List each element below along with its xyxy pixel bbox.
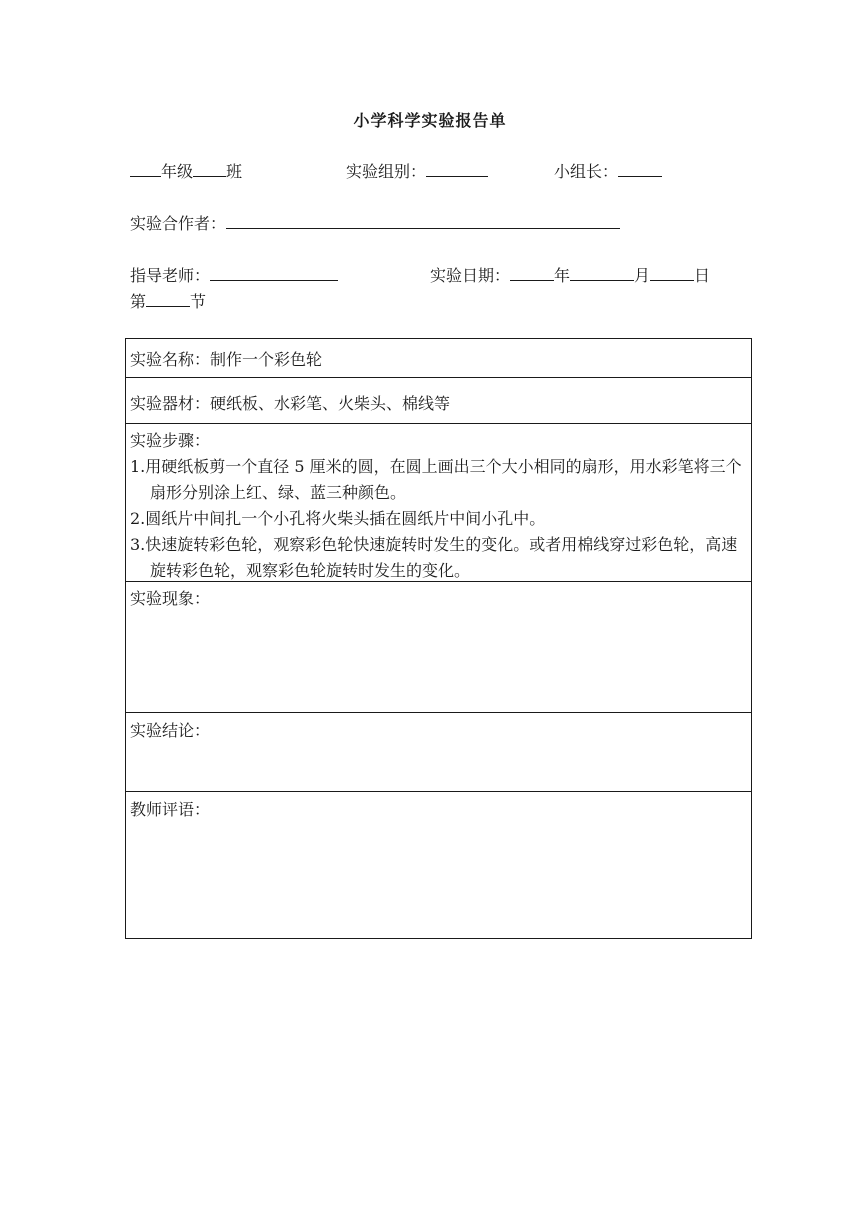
group-blank[interactable] <box>426 160 488 177</box>
steps-label: 实验步骤： <box>130 431 211 450</box>
equipment-row: 实验器材：硬纸板、水彩笔、火柴头、棉线等 <box>126 378 751 424</box>
grade-blank[interactable] <box>130 160 161 177</box>
year-blank[interactable] <box>510 264 554 281</box>
date-label: 实验日期： <box>430 266 511 285</box>
leader-blank[interactable] <box>618 160 662 177</box>
group-label: 实验组别： <box>346 162 427 181</box>
date-line <box>430 264 710 287</box>
teacher-line <box>130 264 338 287</box>
partners-line <box>130 212 620 235</box>
period-line <box>130 290 206 313</box>
phenomenon-label: 实验现象： <box>130 589 211 608</box>
step-item: 1.用硬纸板剪一个直径 5 厘米的圆，在圆上画出三个大小相同的扇形，用水彩笔将三个扇形分别涂上红、绿、蓝三种颜色。 <box>130 457 742 502</box>
grade-label: 年级 <box>161 162 194 181</box>
partners-label: 实验合作者： <box>130 214 227 233</box>
period-suffix: 节 <box>190 292 207 311</box>
step-item: 3.快速旋转彩色轮，观察彩色轮快速旋转时发生的变化。或者用棉线穿过彩色轮，高速旋转彩色轮，观察彩色轮旋转时发生的变化。 <box>130 535 738 580</box>
conclusion-row[interactable] <box>126 713 751 792</box>
month-label: 月 <box>634 266 651 285</box>
day-blank[interactable] <box>650 264 694 281</box>
class-blank[interactable] <box>193 160 226 177</box>
group-line <box>346 160 488 183</box>
phenomenon-row[interactable] <box>126 582 751 713</box>
day-label: 日 <box>694 266 711 285</box>
month-blank[interactable] <box>570 264 634 281</box>
steps-row <box>126 424 751 582</box>
report-table <box>125 338 752 939</box>
conclusion-label: 实验结论： <box>130 721 211 740</box>
period-prefix: 第 <box>130 292 147 311</box>
class-label: 班 <box>226 162 243 181</box>
period-blank[interactable] <box>146 290 190 307</box>
leader-label: 小组长： <box>554 162 619 181</box>
experiment-name-row: 实验名称：制作一个彩色轮 <box>126 339 751 378</box>
grade-class-line <box>130 160 242 183</box>
step-item: 2.圆纸片中间扎一个小孔将火柴头插在圆纸片中间小孔中。 <box>130 509 546 528</box>
teacher-label: 指导老师： <box>130 266 211 285</box>
partners-blank[interactable] <box>226 212 620 229</box>
teacher-comment-row[interactable] <box>126 792 751 938</box>
teacher-blank[interactable] <box>210 264 338 281</box>
page-title: 小学科学实验报告单 <box>353 111 507 130</box>
leader-line <box>554 160 662 183</box>
year-label: 年 <box>554 266 571 285</box>
teacher-comment-label: 教师评语： <box>130 800 211 819</box>
